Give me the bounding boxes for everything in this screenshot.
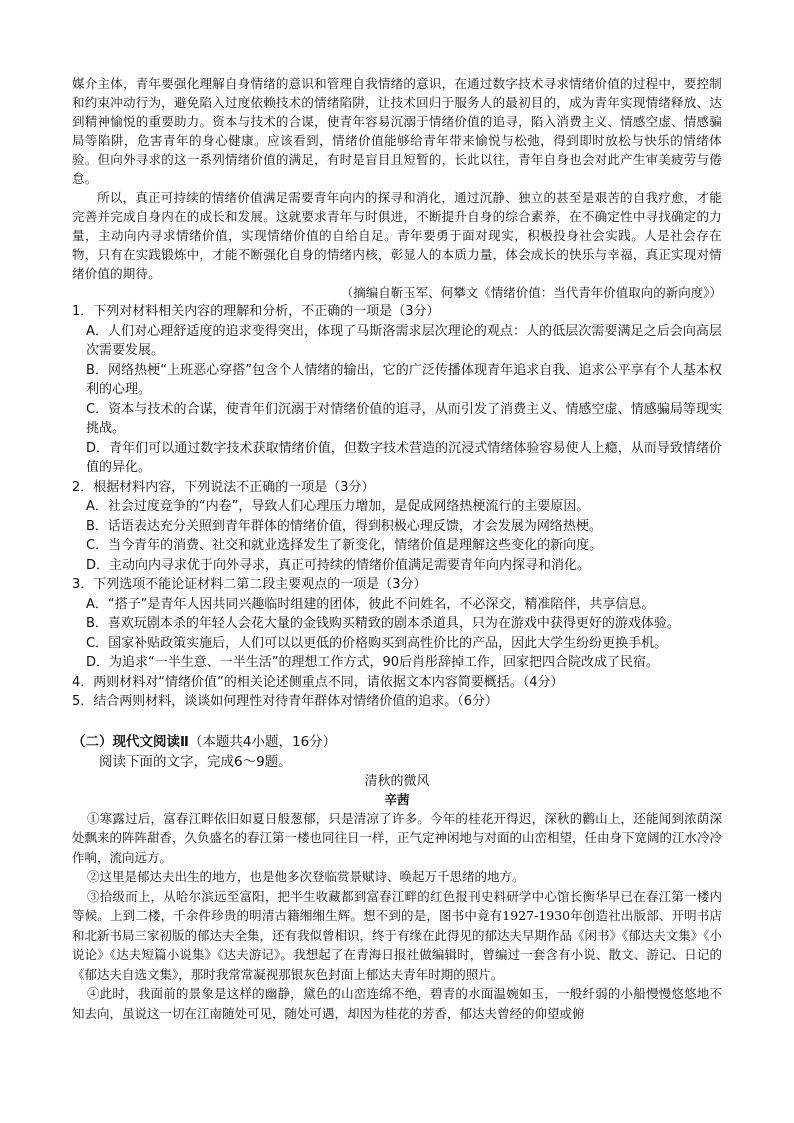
option-b: B．喜欢玩剧本杀的年轻人会花大量的金钱购买精致的剧本杀道具，只为在游戏中获得更好的游戏体验。 (86, 616, 680, 631)
question-stem: 5．结合两则材料，谈谈如何理性对待青年群体对情绪价值的追求。（6分） (72, 694, 499, 709)
question-2 (72, 478, 722, 576)
question-5 (72, 692, 722, 712)
option-d: D．为追求“一半生意、一半生活”的理想工作方式，90后肖彤辞掉工作，回家把四合院改成了民宿。 (86, 655, 660, 670)
option-a: A．“搭子”是青年人因共同兴趣临时组建的团体，彼此不问姓名，不必深交，精准陪伴，共享信息。 (86, 596, 655, 612)
option-b: B．话语表达充分关照到青年群体的情绪价值，得到积极心理反馈，才会发展为网络热梗。 (86, 518, 602, 534)
material-paragraph: 所以，真正可持续的情绪价值满足需要青年向内的探寻和消化，通过沉静、独立的甚至是艰苦的自我疗愈，才能完善并完成自身内在的成长和发展。这就要求青年与时俱进，不断提升自身的综合素养，在不确定性中寻找确定的力量，主动向内寻求情绪价值，实现情绪价值的自给自足。青年要勇于面对现实，积极投身社会实践。人是社会存在物，只有在实践锻炼中，才能不断强化自身的情绪内核，彰显人的本质力量，体会成长的快乐与幸福，真正实现对情绪价值的期待。 (72, 190, 722, 281)
question-stem: 3．下列选项不能论证材料二第二段主要观点的一项是（3分） (72, 577, 427, 592)
option-c: C．当今青年的消费、社交和就业选择发生了新变化，情绪价值是理解这些变化的新向度。 (86, 538, 603, 553)
section-instruction: 阅读下面的文字，完成6～9题。 (99, 753, 292, 770)
option-d: D．青年们可以通过数字技术获取情绪价值，但数字技术营造的沉浸式情绪体验容易使人上瘾，从而导致情绪价值的异化。 (86, 440, 722, 475)
section-heading-bold: （二）现代文阅读Ⅱ (72, 733, 189, 750)
question-stem: 1．下列对材料相关内容的理解和分析，不正确的一项是（3分） (72, 304, 440, 319)
section-gap (72, 712, 722, 732)
question-1 (72, 302, 722, 478)
article-paragraph: ④此时，我面前的景象是这样的幽静，黛色的山峦连绵不绝，碧青的水面温婉如玉，一般纤弱的小船慢慢悠悠地不知去向，虽说这一切在江南随处可见，随处可遇，却因为桂花的芳香，郁达夫曾经的仰望或俯 (72, 986, 722, 1021)
question-list (72, 302, 722, 712)
section-heading-rest: （本题共4小题，16分） (188, 733, 337, 750)
option-c: C．国家补贴政策实施后，人们可以以更低的价格购买到高性价比的产品，因此大学生纷纷更换手机。 (86, 635, 668, 651)
material-source: （摘编自靳玉军、何攀文《情绪价值：当代青年价值取向的新向度》） (340, 285, 722, 300)
article-paragraph: ②这里是郁达夫出生的地方，也是他多次登临赏景赋诗、唤起万千思绪的地方。 (87, 869, 525, 884)
question-stem: 4．两则材料对“情绪价值”的相关论述侧重点不同，请依据文本内容简要概括。（4分） (72, 674, 564, 690)
material-passage (72, 74, 722, 302)
section-2 (72, 732, 722, 1024)
article-author: 辛茜 (384, 791, 410, 807)
option-a: A．社会过度竞争的“内卷”，导致人们心理压力增加，是促成网络热梗流行的主要原因。 (86, 499, 590, 514)
article-paragraph: ③拾级而上，从哈尔滨远至富阳，把半生收藏都到富春江畔的红色报刊史料研学中心馆长衡华早已在春江第一楼内等候。上到二楼，千余件珍贵的明清古籍缃缃生辉。想不到的是，图书中竟有1927-1930年创造社出版部、开明书店和北新书局三家初版的郁达夫全集，还有我似曾相识，终于有缘在此得见的郁达夫早期作品《闲书》《郁达夫文集》《小说论》《达夫短篇小说集》《达夫游记》。我想起了在青海日报社做编辑时，曾编过一套含有小说、散文、游记、日记的《郁达夫自选文集》，那时我常常凝视那银灰色封面上郁达夫青年时期的照片。 (72, 888, 723, 982)
option-d: D．主动向内寻求优于向外寻求，真正可持续的情绪价值满足需要青年向内探寻和消化。 (86, 557, 591, 573)
exam-page (72, 74, 722, 1023)
option-b: B．网络热梗“上班恶心穿搭”包含个人情绪的输出，它的广泛传播体现青年追求自我、追求公平享有个人基本权利的心理。 (86, 362, 722, 397)
option-c: C．资本与技术的合谋，使青年们沉溺于对情绪价值的追寻，从而引发了消费主义、情感空虚、情感骗局等现实挑战。 (86, 401, 722, 436)
question-stem: 2．根据材料内容，下列说法不正确的一项是（3分） (72, 479, 375, 495)
question-3 (72, 575, 722, 673)
material-paragraph: 媒介主体，青年要强化理解自身情绪的意识和管理自我情绪的意识，在通过数字技术寻求情绪价值的过程中，要控制和约束冲动行为，避免陷入过度依赖技术的情绪陷阱，让技术回归于服务人的最初目的，成为青年实现情绪释放、达到精神愉悦的重要助力。资本与技术的合谋，使青年容易沉溺于情绪价值的追寻，陷入消费主义、情感空虚、情感骗局等陷阱，危害青年的身心健康。应该看到，情绪价值能够给青年带来愉悦与松弛，得到即时放松与快乐的情绪体验。但向外寻求的这一系列情绪价值的满足，有时是盲目且短暂的，长此以往，青年自身也会对此产生审美疲劳与倦怠。 (72, 76, 722, 186)
section-heading (72, 732, 722, 752)
option-a: A．人们对心理舒适度的追求变得突出，体现了马斯洛需求层次理论的观点：人的低层次需要满足之后会向高层次需要发展。 (86, 323, 722, 358)
article-title: 清秋的微风 (364, 773, 430, 789)
question-4 (72, 673, 722, 693)
article-paragraph: ①寒露过后，富春江畔依旧如夏日般葱郁，只是清凉了许多。今年的桂花开得迟，深秋的鹳山上，还能闻到浓荫深处飘来的阵阵甜香，久负盛名的春江第一楼也同往日一样，正气定神闲地与对面的山峦相望，任由身下宽阔的江水冷冷作响，流向远方。 (72, 810, 723, 865)
